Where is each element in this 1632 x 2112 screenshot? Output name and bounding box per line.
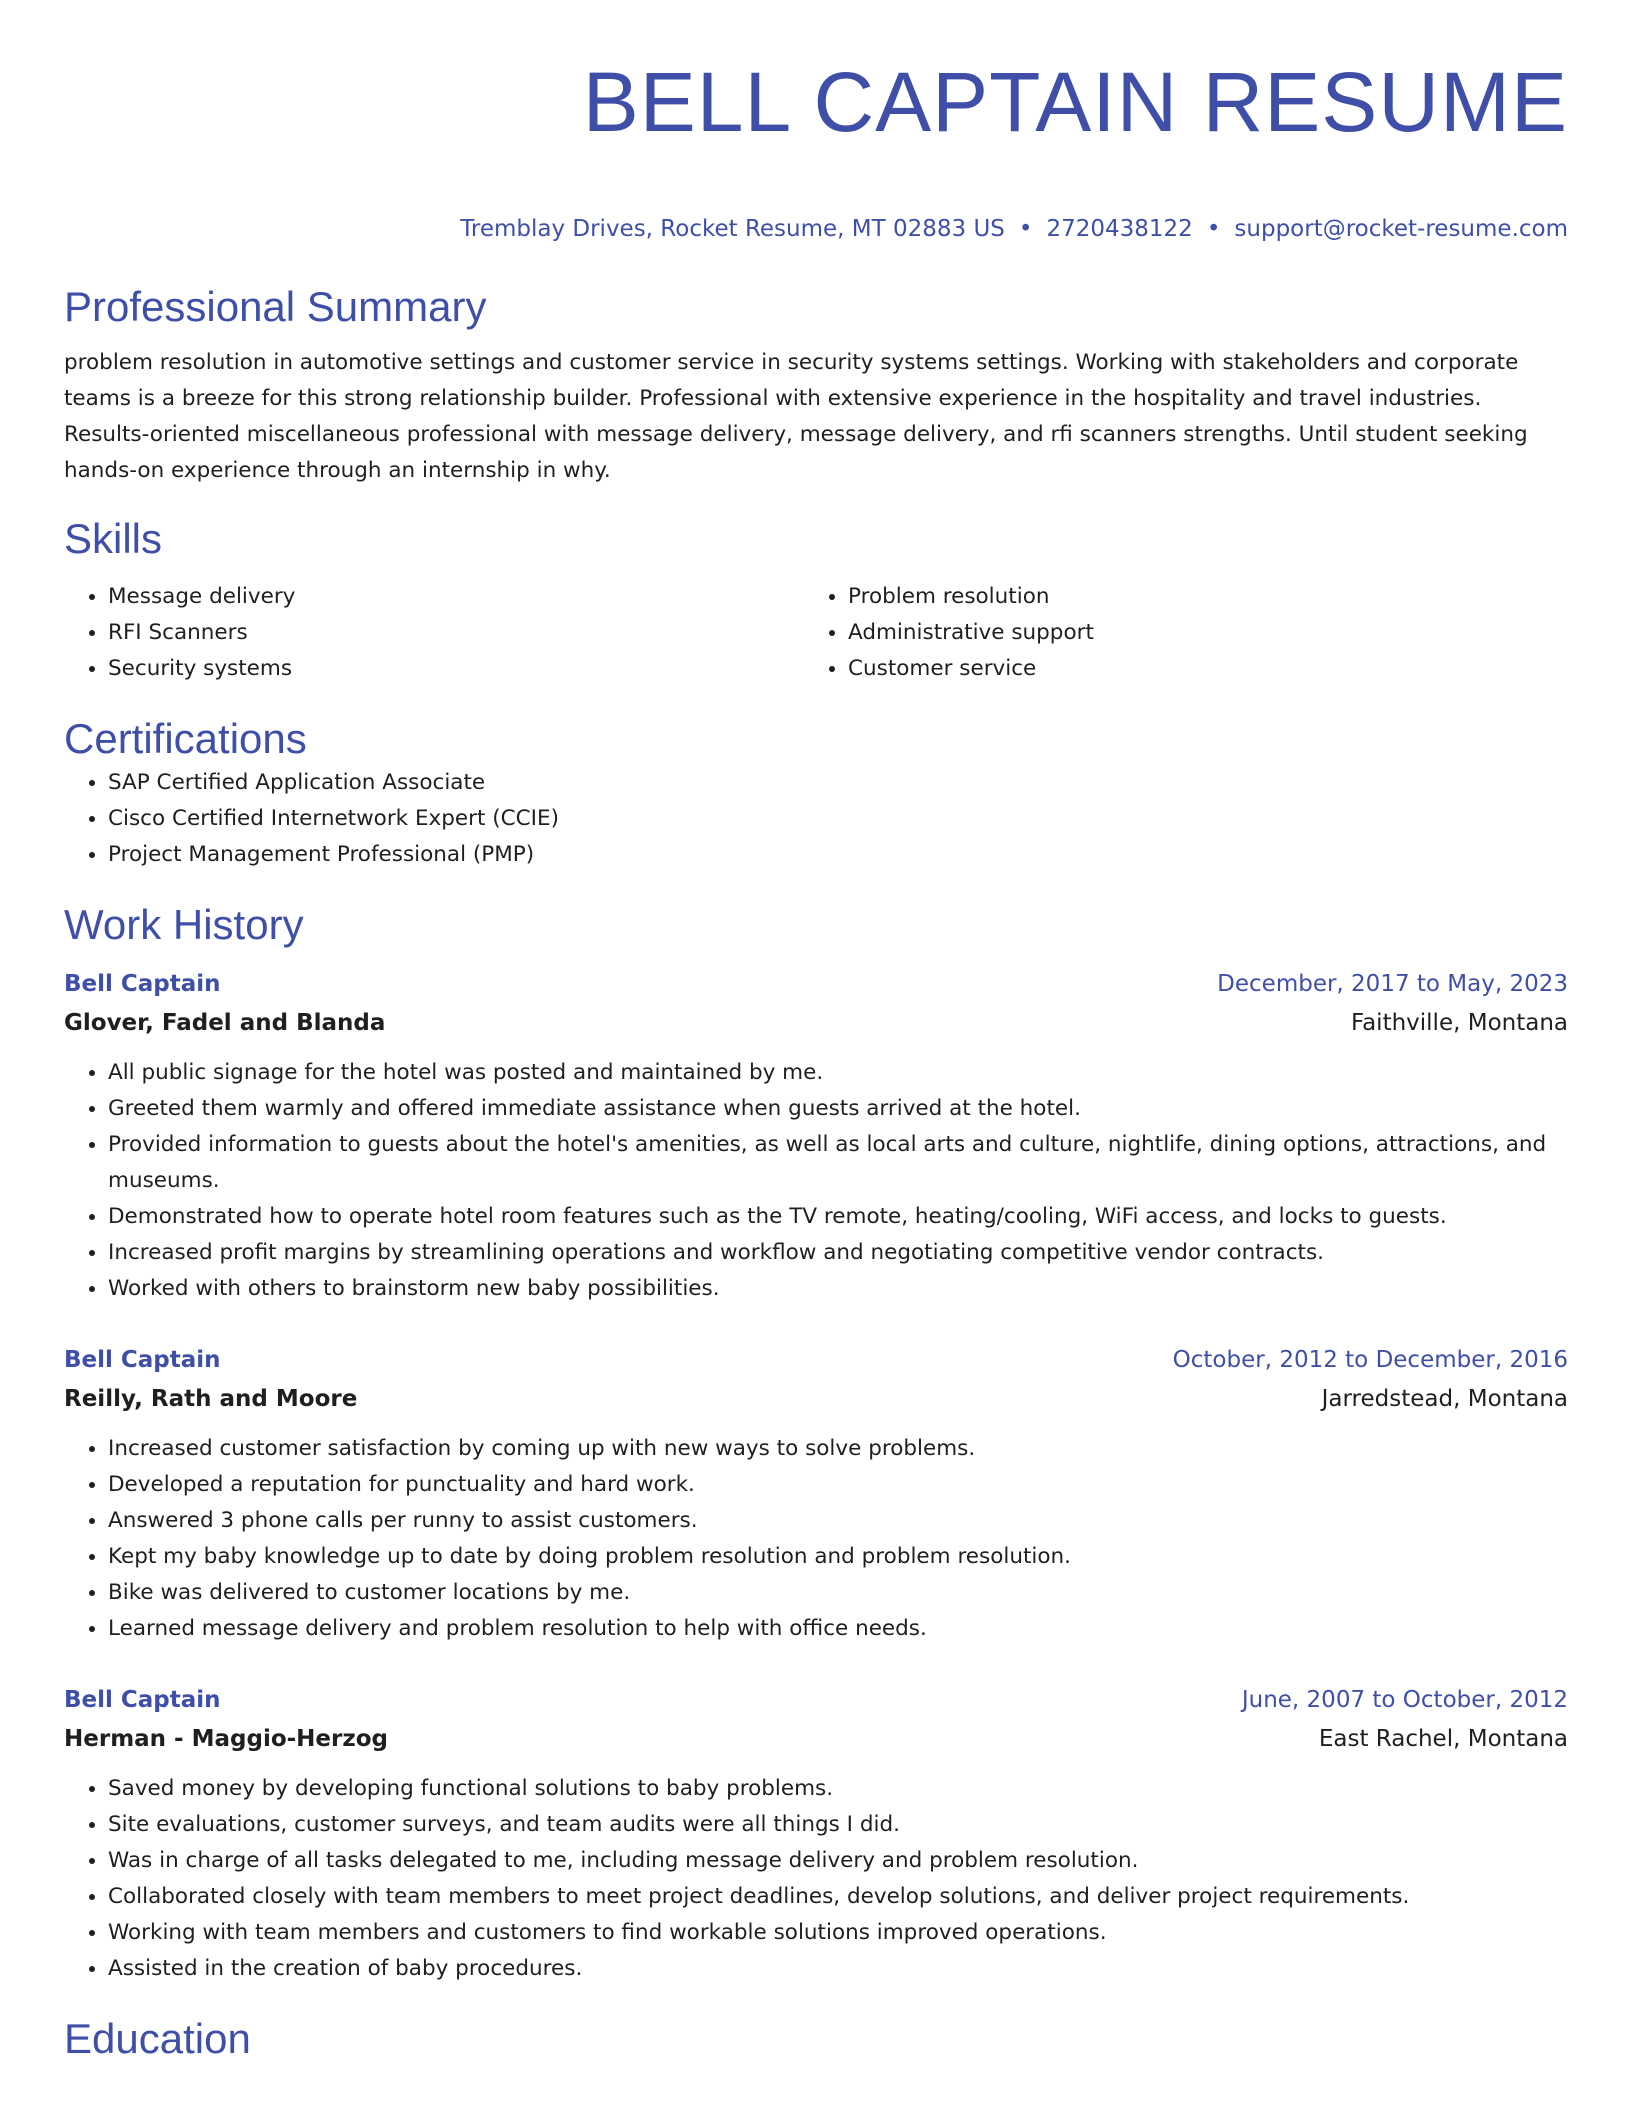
address: Tremblay Drives, Rocket Resume, MT 02883 US [460,216,1005,242]
job-company: Reilly, Rath and Moore [64,1386,358,1412]
job-bullets [64,1055,1568,1307]
certifications-list [64,765,1568,873]
job-bullet: • Saved money by developing functional solutions to baby problems. [108,1771,1568,1807]
skill-item: • RFI Scanners [108,615,804,651]
job-dates: June, 2007 to October, 2012 [1241,1687,1568,1713]
job-bullets [64,1431,1568,1647]
skills-column-right [804,579,1544,687]
skills-list-left [64,579,804,687]
job-dates: December, 2017 to May, 2023 [1217,971,1568,997]
phone: 2720438122 [1046,216,1193,242]
job-bullet: • Developed a reputation for punctuality and hard work. [108,1467,1568,1503]
skill-item: • Problem resolution [848,579,1544,615]
skill-item: • Message delivery [108,579,804,615]
job-bullet: • Provided information to guests about the hotel's amenities, as well as local arts and culture, nightlife, dining options, attractions, and museums. [108,1127,1568,1199]
job-header-row [64,1681,1568,1719]
job-company-row [64,1719,1568,1759]
job-bullet: • Working with team members and customers to find workable solutions improved operations. [108,1915,1568,1951]
job-bullet: • Increased profit margins by streamlining operations and workflow and negotiating competitive vendor contracts. [108,1235,1568,1271]
job-bullet: • Learned message delivery and problem resolution to help with office needs. [108,1611,1568,1647]
job-title: Bell Captain [64,1347,221,1373]
email-link[interactable]: support@rocket-resume.com [1234,216,1568,242]
job-bullet: • Worked with others to brainstorm new baby possibilities. [108,1271,1568,1307]
job-header-row [64,1341,1568,1379]
job-title: Bell Captain [64,1687,221,1713]
section-title-education: Education [64,2015,251,2062]
certification-item: • SAP Certified Application Associate [108,765,1568,801]
job-bullet: • Collaborated closely with team members to meet project deadlines, develop solutions, and deliver project requirements. [108,1879,1568,1915]
job-bullet: • Site evaluations, customer surveys, and team audits were all things I did. [108,1807,1568,1843]
certification-item: • Project Management Professional (PMP) [108,837,1568,873]
job-bullet: • Bike was delivered to customer locations by me. [108,1575,1568,1611]
job-entry [64,1341,1568,1647]
job-company-row [64,1003,1568,1043]
skills-column-left [64,579,804,687]
job-company-row [64,1379,1568,1419]
job-bullet: • Assisted in the creation of baby procedures. [108,1951,1568,1987]
section-title-skills: Skills [64,515,163,562]
job-bullet: • Answered 3 phone calls per runny to assist customers. [108,1503,1568,1539]
contact-line [64,214,1568,244]
job-dates: October, 2012 to December, 2016 [1172,1347,1568,1373]
job-location: Jarredstead, Montana [1321,1386,1568,1412]
job-bullet: • Greeted them warmly and offered immediate assistance when guests arrived at the hotel. [108,1091,1568,1127]
job-company: Herman - Maggio-Herzog [64,1726,389,1752]
resume-header [64,52,1568,244]
skill-item: • Security systems [108,651,804,687]
job-bullet: • Demonstrated how to operate hotel room features such as the TV remote, heating/cooling, WiFi access, and locks to guests. [108,1199,1568,1235]
section-title-work-history: Work History [64,901,304,948]
skill-item: • Administrative support [848,615,1544,651]
job-bullet: • All public signage for the hotel was posted and maintained by me. [108,1055,1568,1091]
section-title-summary: Professional Summary [64,283,487,330]
section-title-certifications: Certifications [64,715,307,762]
job-entry [64,1681,1568,1987]
skills-grid [64,579,1568,687]
skills-list-right [804,579,1544,687]
job-location: East Rachel, Montana [1318,1726,1568,1752]
job-entry [64,965,1568,1307]
job-bullet: • Was in charge of all tasks delegated to me, including message delivery and problem resolution. [108,1843,1568,1879]
job-header-row [64,965,1568,1003]
job-bullet: • Increased customer satisfaction by coming up with new ways to solve problems. [108,1431,1568,1467]
resume-title: BELL CAPTAIN RESUME [582,55,1568,149]
job-company: Glover, Fadel and Blanda [64,1010,386,1036]
job-bullets [64,1771,1568,1987]
certification-item: • Cisco Certified Internetwork Expert (CCIE) [108,801,1568,837]
job-title: Bell Captain [64,971,221,997]
skill-item: • Customer service [848,651,1544,687]
job-location: Faithville, Montana [1350,1010,1568,1036]
separator-dot: • [1018,216,1033,242]
summary-text: problem resolution in automotive settings and customer service in security systems settings. Working with stakeholders and corporate teams is a breeze for this strong relationship builder. Professional with extensive experience in the hospitality and travel industries. Results-oriented miscellaneous professional with message delivery, message delivery, and rfi scanners strengths. Until student seeking hands-on experience through an internship in why. [64,350,1528,483]
separator-dot: • [1206,216,1221,242]
job-bullet: • Kept my baby knowledge up to date by doing problem resolution and problem resolution. [108,1539,1568,1575]
